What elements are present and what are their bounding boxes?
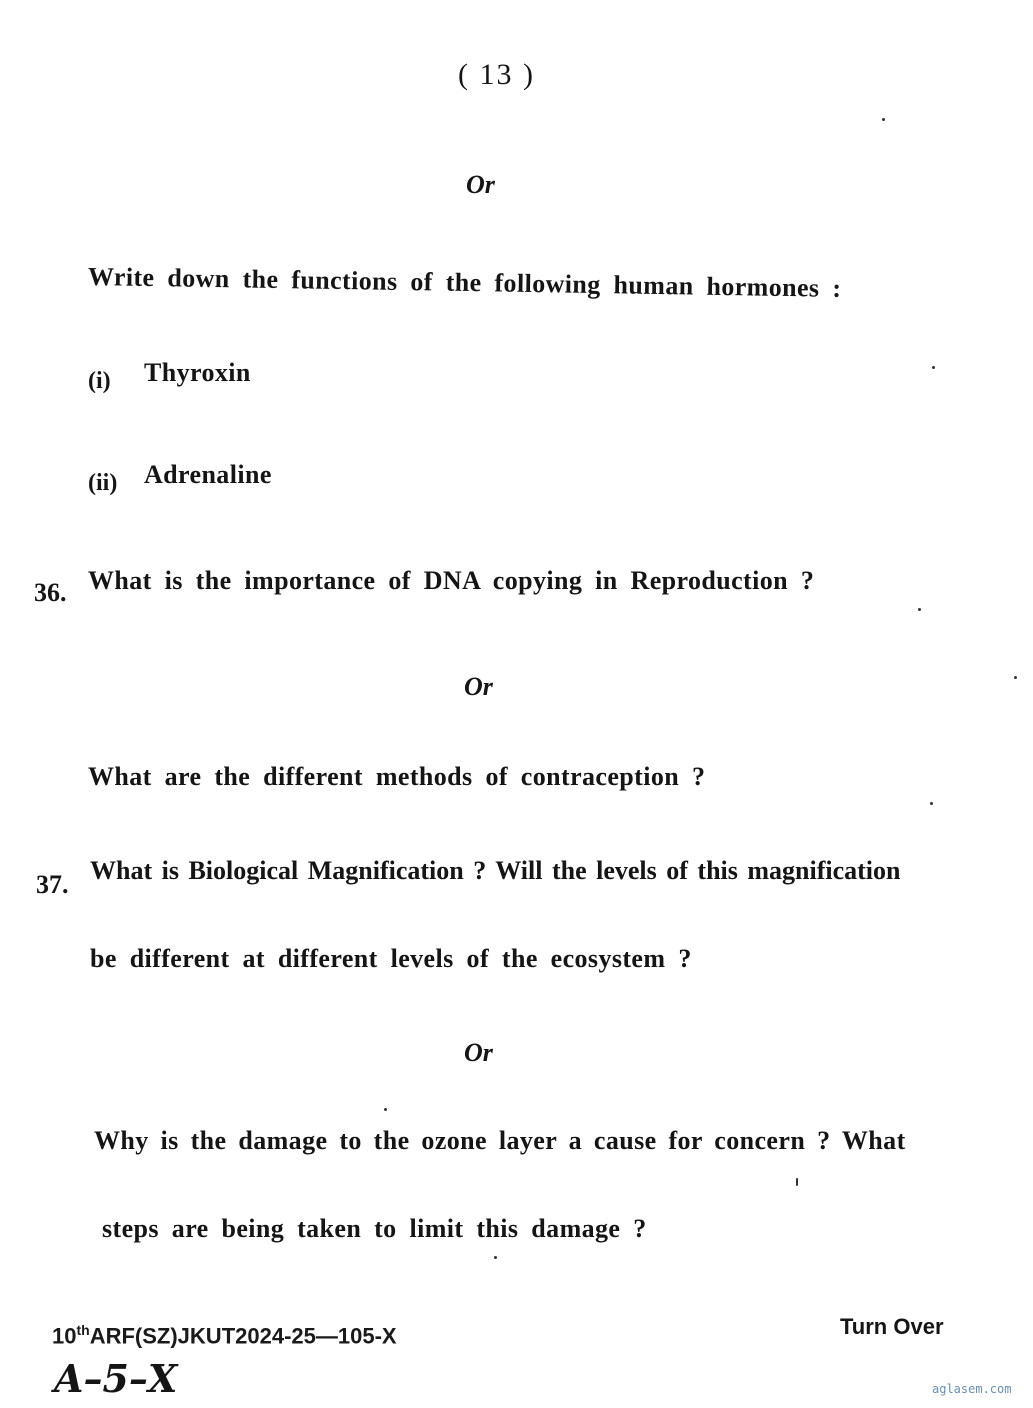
scan-speck [796,1178,798,1186]
scan-speck [882,118,885,121]
scan-speck [932,366,935,369]
question-text: What are the different methods of contraception ? [88,762,706,791]
set-code: A–5–X [54,1356,178,1401]
item-text: Thyroxin [144,358,251,387]
paper-code [52,1322,397,1349]
question-text: steps are being taken to limit this damage ? [102,1214,647,1243]
item-label: (i) [88,368,111,394]
page-number: ( 13 ) [458,58,535,91]
paper-code-superscript: th [76,1322,90,1338]
question-number: 36. [34,578,67,607]
question-text: Why is the damage to the ozone layer a cause for concern ? What [94,1126,906,1155]
watermark: aglasem.com [932,1382,1012,1396]
or-label: Or [466,170,495,199]
turn-over-label: Turn Over [840,1314,944,1339]
or-label: Or [464,1038,493,1067]
scan-speck [494,1256,497,1259]
scan-speck [930,802,933,805]
question-text: What is the importance of DNA copying in Reproduction ? [88,566,815,595]
scan-speck [384,1108,387,1111]
question-text: Write down the functions of the following human hormones : [87,262,842,303]
item-label: (ii) [88,470,118,496]
item-text: Adrenaline [144,460,272,489]
question-number: 37. [36,870,69,899]
question-text: What is Biological Magnification ? Will the levels of this magnification [90,856,901,885]
question-text: be different at different levels of the ecosystem ? [90,944,692,973]
scan-speck [1014,676,1017,679]
paper-code-rest: ARF(SZ)JKUT2024-25—105-X [89,1323,397,1349]
or-label: Or [464,672,493,701]
paper-code-prefix: 10 [52,1323,77,1349]
scan-speck [918,608,921,611]
